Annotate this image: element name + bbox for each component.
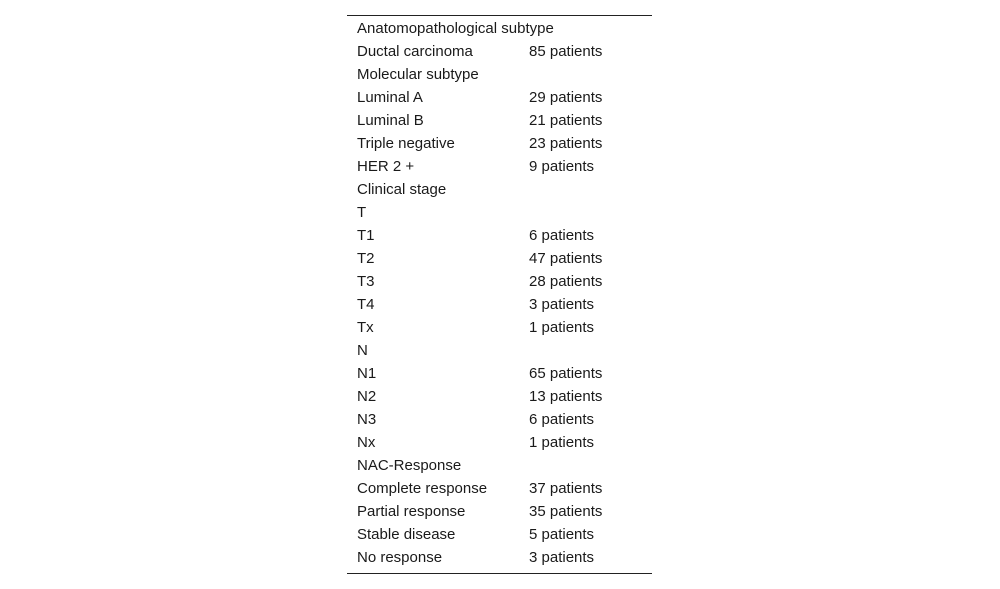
table-row: [347, 316, 652, 339]
row-value: [529, 178, 652, 201]
table-row: [347, 431, 652, 454]
row-label: N3: [357, 411, 377, 428]
patient-characteristics-table: [347, 15, 652, 574]
table-row: [347, 63, 652, 86]
table-row: [347, 546, 652, 569]
row-value: 35 patients: [529, 503, 603, 520]
row-label: N2: [357, 388, 377, 405]
row-value: 1 patients: [529, 434, 595, 451]
table-row: [347, 247, 652, 270]
row-label: Triple negative: [357, 135, 455, 152]
row-value: [529, 339, 652, 362]
row-label: Tx: [357, 319, 374, 336]
table-row: [347, 523, 652, 546]
table-row: [347, 155, 652, 178]
row-label: Luminal B: [357, 112, 424, 129]
row-value: [529, 201, 652, 224]
table-row: [347, 17, 652, 40]
row-label: Complete response: [357, 480, 488, 497]
row-value: 3 patients: [529, 549, 595, 566]
row-label: T3: [357, 273, 375, 290]
table-row: [347, 339, 652, 362]
row-label: N1: [357, 365, 377, 382]
row-value: [529, 63, 652, 86]
row-label: Partial response: [357, 503, 466, 520]
table-row: [347, 109, 652, 132]
row-value: 3 patients: [529, 296, 595, 313]
table-row: [347, 408, 652, 431]
row-value: 21 patients: [529, 112, 603, 129]
row-label: Luminal A: [357, 89, 423, 106]
row-label: Anatomopathological subtype: [357, 20, 554, 37]
table-row: [347, 224, 652, 247]
row-label: Nx: [357, 434, 376, 451]
table-row: [347, 500, 652, 523]
row-value: 47 patients: [529, 250, 603, 267]
table-row: [347, 477, 652, 500]
table-row: [347, 362, 652, 385]
row-label: N: [357, 342, 368, 359]
row-value: 13 patients: [529, 388, 603, 405]
row-value: 65 patients: [529, 365, 603, 382]
row-value: 85 patients: [529, 43, 603, 60]
row-label: Clinical stage: [357, 181, 447, 198]
row-value: [529, 17, 652, 40]
table-row: [347, 132, 652, 155]
row-label: NAC-Response: [357, 457, 462, 474]
row-value: 1 patients: [529, 319, 595, 336]
row-value: 6 patients: [529, 411, 595, 428]
row-label: T4: [357, 296, 375, 313]
row-label: T: [357, 204, 367, 221]
row-label: HER 2 +: [357, 158, 415, 175]
row-label: Stable disease: [357, 526, 456, 543]
row-label: No response: [357, 549, 443, 566]
row-value: 6 patients: [529, 227, 595, 244]
row-value: 29 patients: [529, 89, 603, 106]
table-row: [347, 201, 652, 224]
row-label: T1: [357, 227, 375, 244]
table-row: [347, 270, 652, 293]
row-label: T2: [357, 250, 375, 267]
row-label: Ductal carcinoma: [357, 43, 473, 60]
row-value: 23 patients: [529, 135, 603, 152]
row-value: 28 patients: [529, 273, 603, 290]
row-value: 9 patients: [529, 158, 595, 175]
row-label: Molecular subtype: [357, 66, 479, 83]
table-row: [347, 86, 652, 109]
row-value: 37 patients: [529, 480, 603, 497]
table-row: [347, 40, 652, 63]
row-value: 5 patients: [529, 526, 595, 543]
table-row: [347, 293, 652, 316]
table-row: [347, 385, 652, 408]
row-value: [529, 454, 652, 477]
table-row: [347, 178, 652, 201]
table-row: [347, 454, 652, 477]
